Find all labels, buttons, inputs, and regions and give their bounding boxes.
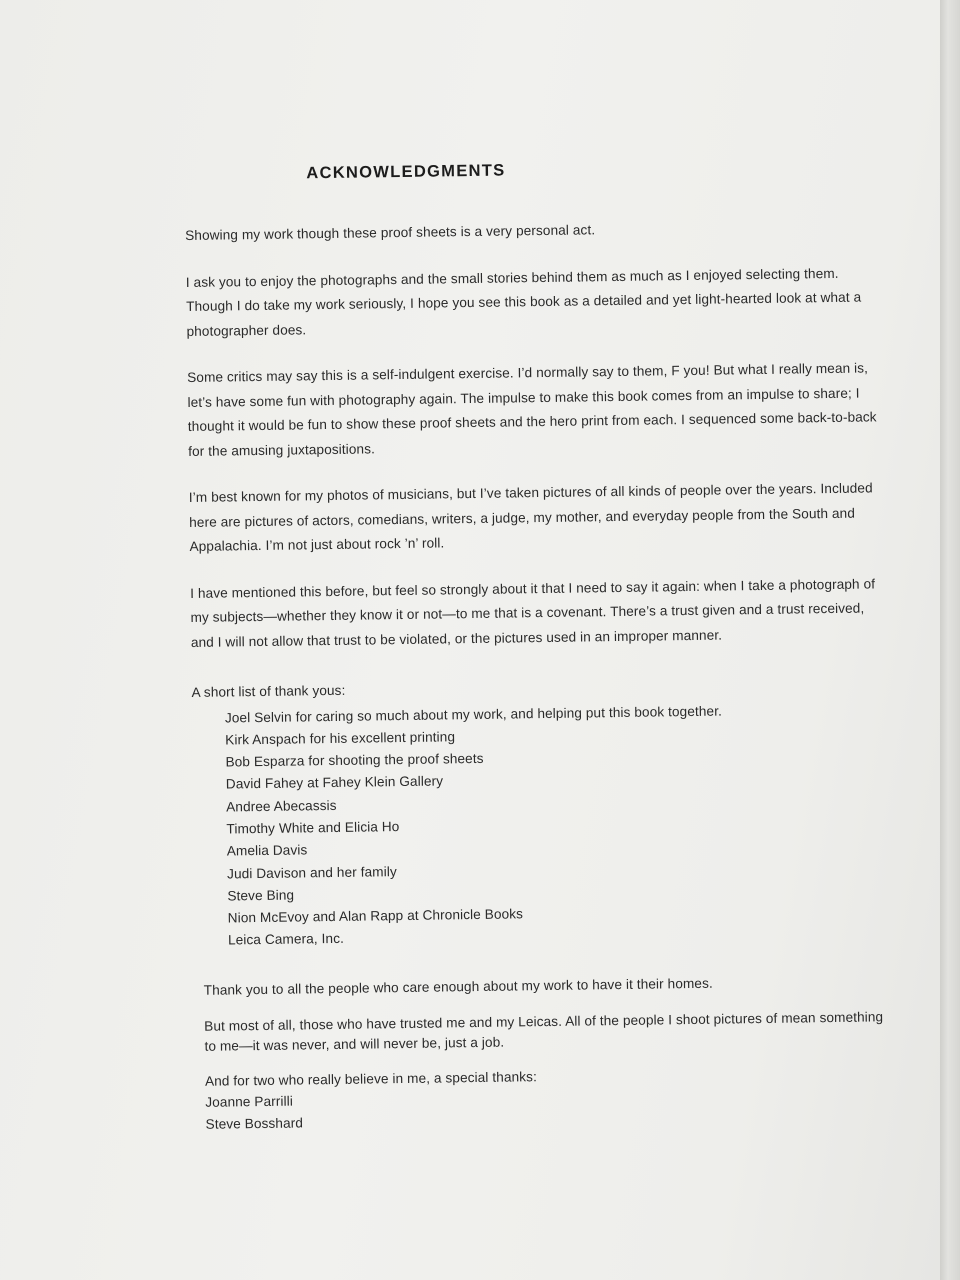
list-item: Nion McEvoy and Alan Rapp at Chronicle Books [227,906,524,926]
intro-paragraph: Showing my work though these proof sheets is a very personal act. [185,222,596,243]
list-item: Joanne Parrilli [205,1093,294,1111]
list-item: David Fahey at Fahey Klein Gallery [225,773,444,792]
list-item: Timothy White and Elicia Ho [226,819,400,837]
covenant-paragraph: I have mentioned this before, but feel so strongly about it that I need to say it again: when I take a photograph of my subjects—whether they know it or not—to me that is a covenant. There’s a trust given and a trust received, and I will not allow that trust to be violated, or the pictures used in an improper manner. [190,575,876,650]
thanks-list [225,698,895,953]
list-item: Steve Bosshard [205,1115,304,1133]
page-edge [940,0,960,1280]
list-item: Leica Camera, Inc. [227,931,345,948]
list-item: Steve Bing [227,887,295,904]
list-item: Andree Abecassis [226,797,337,815]
list-item: Judi Davison and her family [227,863,397,882]
thanks-heading: A short list of thank yous: [191,682,346,700]
page-title: ACKNOWLEDGMENTS [306,161,506,183]
special-thanks-heading: And for two who really believe in me, a special thanks: [204,1069,538,1090]
list-item: Joel Selvin for caring so much about my work, and helping put this book together. [224,703,722,725]
page-content [184,140,898,1136]
thank-you-paragraph: Thank you to all the people who care enough about my work to have it their homes. [203,975,713,998]
list-item: Amelia Davis [226,842,308,859]
enjoy-paragraph: I ask you to enjoy the photographs and the small stories behind them as much as I enjoyed selecting them. Though I do take my work seriously, I hope you see this book as a detailed and yet light-hearted look at what a photographer does. [185,265,862,339]
special-thanks-list [205,1082,898,1136]
list-item: Bob Esparza for shooting the proof sheets [225,750,484,770]
list-item: Kirk Anspach for his excellent printing [225,729,456,748]
trust-paragraph: But most of all, those who have trusted me and my Leicas. All of the people I shoot pictures of mean something to me—it was never, and will never be, just a job. [204,1009,884,1055]
musicians-paragraph: I’m best known for my photos of musicians, but I’ve taken pictures of all kinds of people over the years. Included here are pictures of actors, comedians, writers, a judge, my mother, and everyday people from the South and Appalachia. I’m not just about rock ’n’ roll. [188,480,873,554]
critics-paragraph: Some critics may say this is a self-indulgent exercise. I’d normally say to them, F you! But what I really mean is, let’s have some fun with photography again. The impulse to make this book comes from an impulse to share; I thought it would be fun to show these proof sheets and the hero print from each. I sequenced some back-to-back for the amusing juxtapositions. [187,360,877,459]
